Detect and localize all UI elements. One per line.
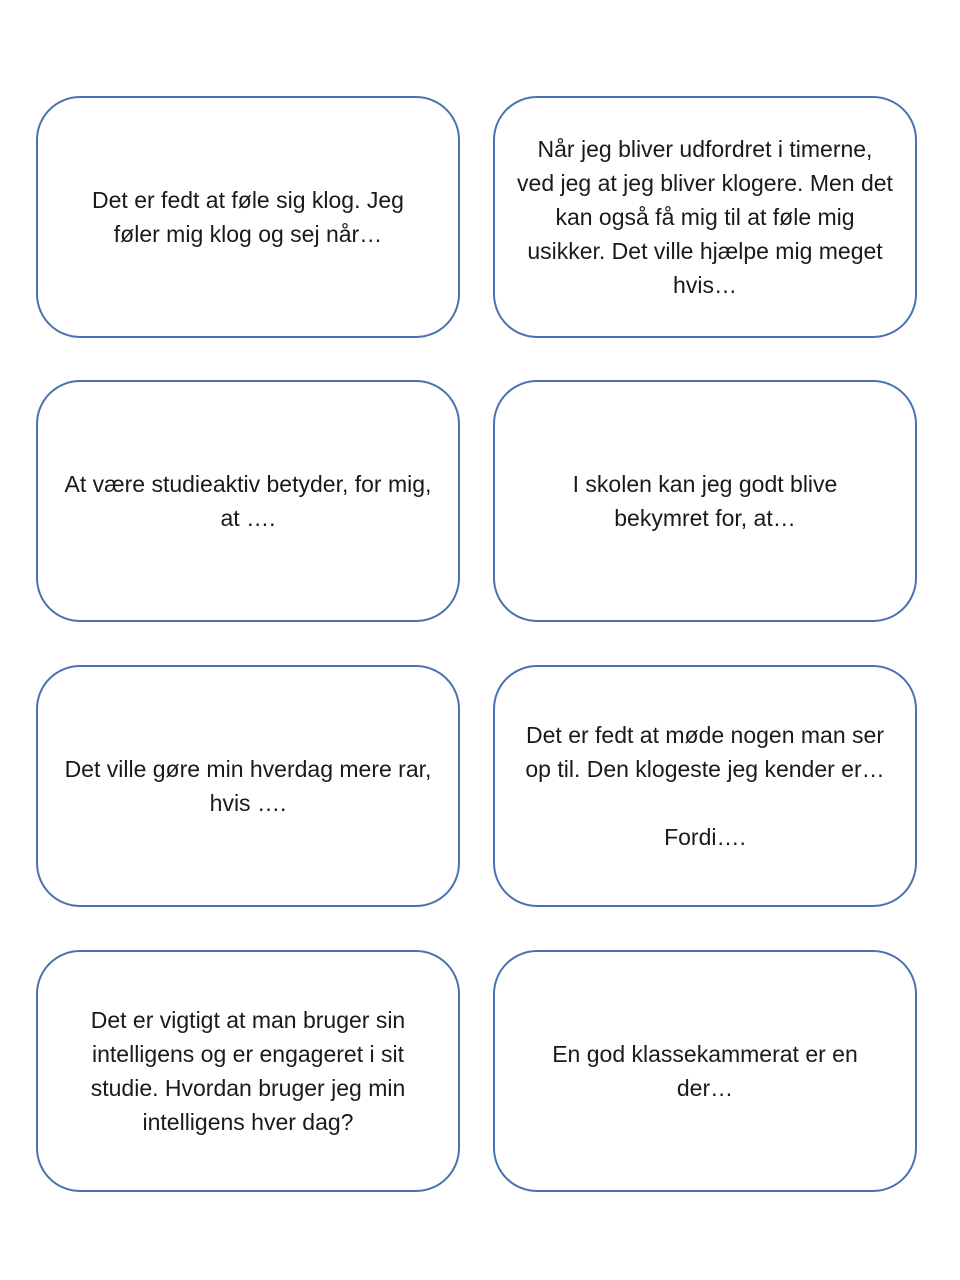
prompt-card-2 — [493, 96, 917, 338]
prompt-card-8 — [493, 950, 917, 1192]
card-text: Når jeg bliver udfordret i timerne, ved jeg at jeg bliver klogere. Men det kan også få mig til at føle mig usikker. Det ville hjælpe mig meget hvis… — [517, 136, 893, 298]
prompt-card-1 — [36, 96, 460, 338]
prompt-card-4 — [493, 380, 917, 622]
card-text-extra: Fordi…. — [664, 824, 746, 850]
card-text: I skolen kan jeg godt blive bekymret for, at… — [572, 471, 838, 531]
card-text: Det er vigtigt at man bruger sin intelligens og er engageret i sit studie. Hvordan bruger jeg min intelligens hver dag? — [90, 1007, 406, 1135]
prompt-card-5 — [36, 665, 460, 907]
prompt-card-3 — [36, 380, 460, 622]
prompt-card-7 — [36, 950, 460, 1192]
prompt-card-6 — [493, 665, 917, 907]
card-text: At være studieaktiv betyder, for mig, at …. — [64, 471, 432, 531]
card-text: Det er fedt at føle sig klog. Jeg føler mig klog og sej når… — [92, 187, 404, 247]
card-text: En god klassekammerat er en der… — [552, 1041, 858, 1101]
card-text: Det er fedt at møde nogen man ser op til. Den klogeste jeg kender er… — [525, 722, 885, 782]
card-text-group — [517, 718, 893, 854]
card-text: Det ville gøre min hverdag mere rar, hvis …. — [64, 756, 432, 816]
